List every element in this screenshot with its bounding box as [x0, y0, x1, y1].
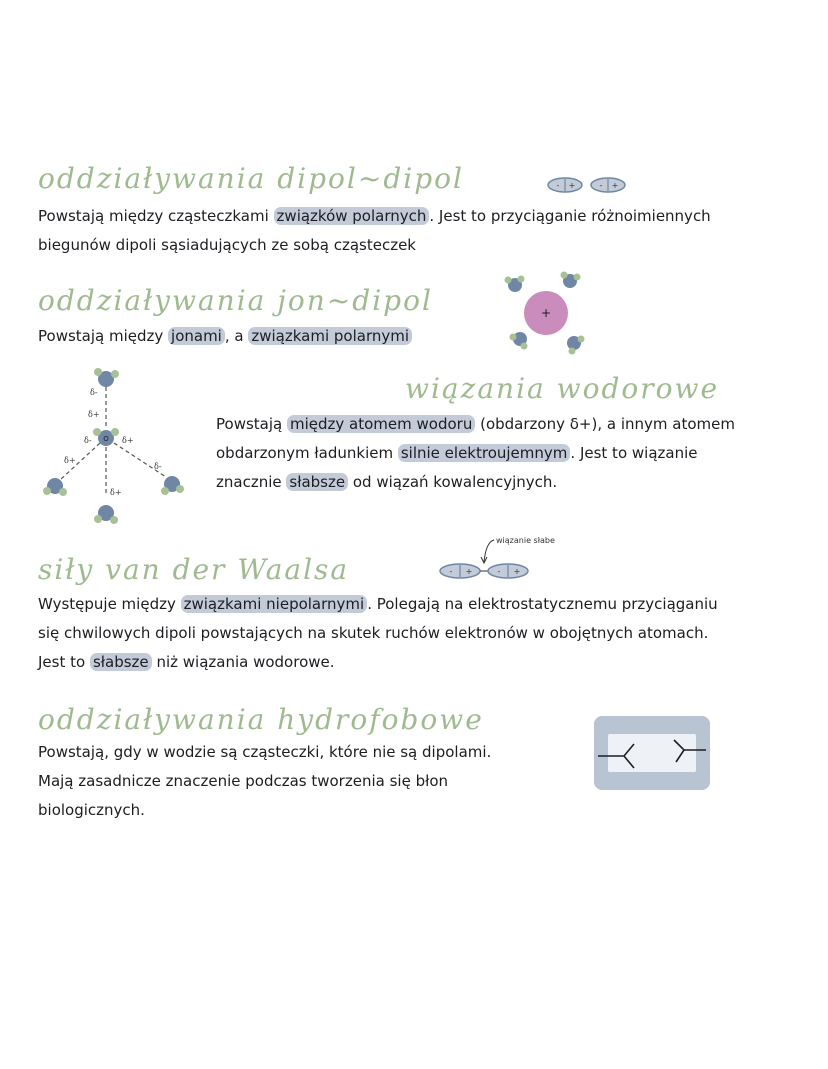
partial-charge-minus: δ- [84, 436, 92, 445]
heading-hydrogen-bonds: wiązania wodorowe [405, 372, 720, 405]
water-molecule [94, 505, 118, 524]
water-molecule [161, 476, 184, 495]
dipole-minus-sign: - [599, 181, 603, 190]
partial-charge-plus: δ+ [88, 410, 100, 419]
ion-dipole-diagram [498, 265, 598, 360]
dipole-minus-sign: - [556, 181, 560, 190]
highlight: silnie elektroujemnym [398, 444, 571, 462]
weak-bond-note: wiązanie słabe [496, 536, 555, 545]
cation-symbol: + [540, 306, 552, 320]
oxygen-label: O [103, 435, 109, 443]
dipole-icon [591, 178, 625, 192]
water-molecule [510, 332, 528, 350]
dipole-plus-sign: + [568, 181, 576, 190]
dipole-pair-icon [546, 176, 630, 194]
dipole-icon [440, 564, 480, 578]
paragraph-van-der-waals [38, 590, 818, 677]
heading-hydrophobic: oddziaływania hydrofobowe [38, 703, 484, 736]
highlight: słabsze [286, 473, 348, 491]
dipole-minus-sign: - [497, 567, 501, 576]
text-line: Powstają, gdy w wodzie są cząsteczki, które nie są dipolami. [38, 743, 492, 761]
text-line: znacznie słabsze od wiązań kowalencyjnych. [216, 473, 558, 491]
text-line: Powstają między jonami , a związkami polarnymi [38, 322, 498, 351]
text-line: obdarzonym ładunkiem silnie elektroujemnym . Jest to wiązanie [216, 444, 698, 462]
paragraph-hydrogen-bonds [216, 410, 816, 497]
water-molecule [94, 368, 119, 387]
highlight: jonami [168, 327, 225, 345]
highlight: między atomem wodoru [287, 415, 475, 433]
water-molecule [561, 272, 581, 289]
text-line: biologicznych. [38, 801, 145, 819]
highlight: związkami polarnymi [248, 327, 412, 345]
partial-charge-minus: δ- [154, 462, 162, 471]
dipole-plus-sign: + [465, 567, 473, 576]
heading-van-der-waals: siły van der Waalsa [38, 553, 350, 586]
water-molecule [567, 336, 585, 355]
arrow-icon [484, 540, 494, 562]
highlight: związkami niepolarnymi [181, 595, 368, 613]
paragraph-ion-dipole [38, 322, 498, 351]
weak-bond-diagram [436, 532, 596, 582]
paragraph-dipole [38, 202, 818, 260]
dipole-icon [548, 178, 582, 192]
text-line: Występuje między związkami niepolarnymi . Polegają na elektrostatycznemu przyciąganiu [38, 595, 718, 613]
hydrogen-bond-diagram [38, 365, 198, 530]
partial-charge-plus: δ+ [122, 436, 134, 445]
highlight: słabsze [90, 653, 152, 671]
dipole-plus-sign: + [611, 181, 619, 190]
highlight: związków polarnych [274, 207, 430, 225]
dipole-minus-sign: - [449, 567, 453, 576]
dipole-icon [488, 564, 528, 578]
partial-charge-plus: δ+ [110, 488, 122, 497]
text-line: Powstają między cząsteczkami związków polarnych . Jest to przyciąganie różnoimiennych [38, 207, 711, 225]
text-line: biegunów dipoli sąsiadujących ze sobą cząsteczek [38, 236, 416, 254]
partial-charge-minus: δ- [90, 388, 98, 397]
dipole-plus-sign: + [513, 567, 521, 576]
text-line: się chwilowych dipoli powstających na skutek ruchów elektronów w obojętnych atomach. [38, 624, 709, 642]
text-line: Powstają między atomem wodoru (obdarzony δ+), a innym atomem [216, 415, 735, 433]
heading-ion-dipole: oddziaływania jon~dipol [38, 284, 433, 317]
text-line: Mają zasadnicze znaczenie podczas tworzenia się błon [38, 772, 449, 790]
partial-charge-plus: δ+ [64, 456, 76, 465]
text-line: Jest to słabsze niż wiązania wodorowe. [38, 653, 335, 671]
water-molecule [505, 276, 525, 293]
hydrophobic-diagram [594, 716, 710, 790]
paragraph-hydrophobic [38, 738, 598, 825]
water-molecule [43, 478, 67, 496]
heading-dipole: oddziaływania dipol~dipol [38, 162, 464, 195]
